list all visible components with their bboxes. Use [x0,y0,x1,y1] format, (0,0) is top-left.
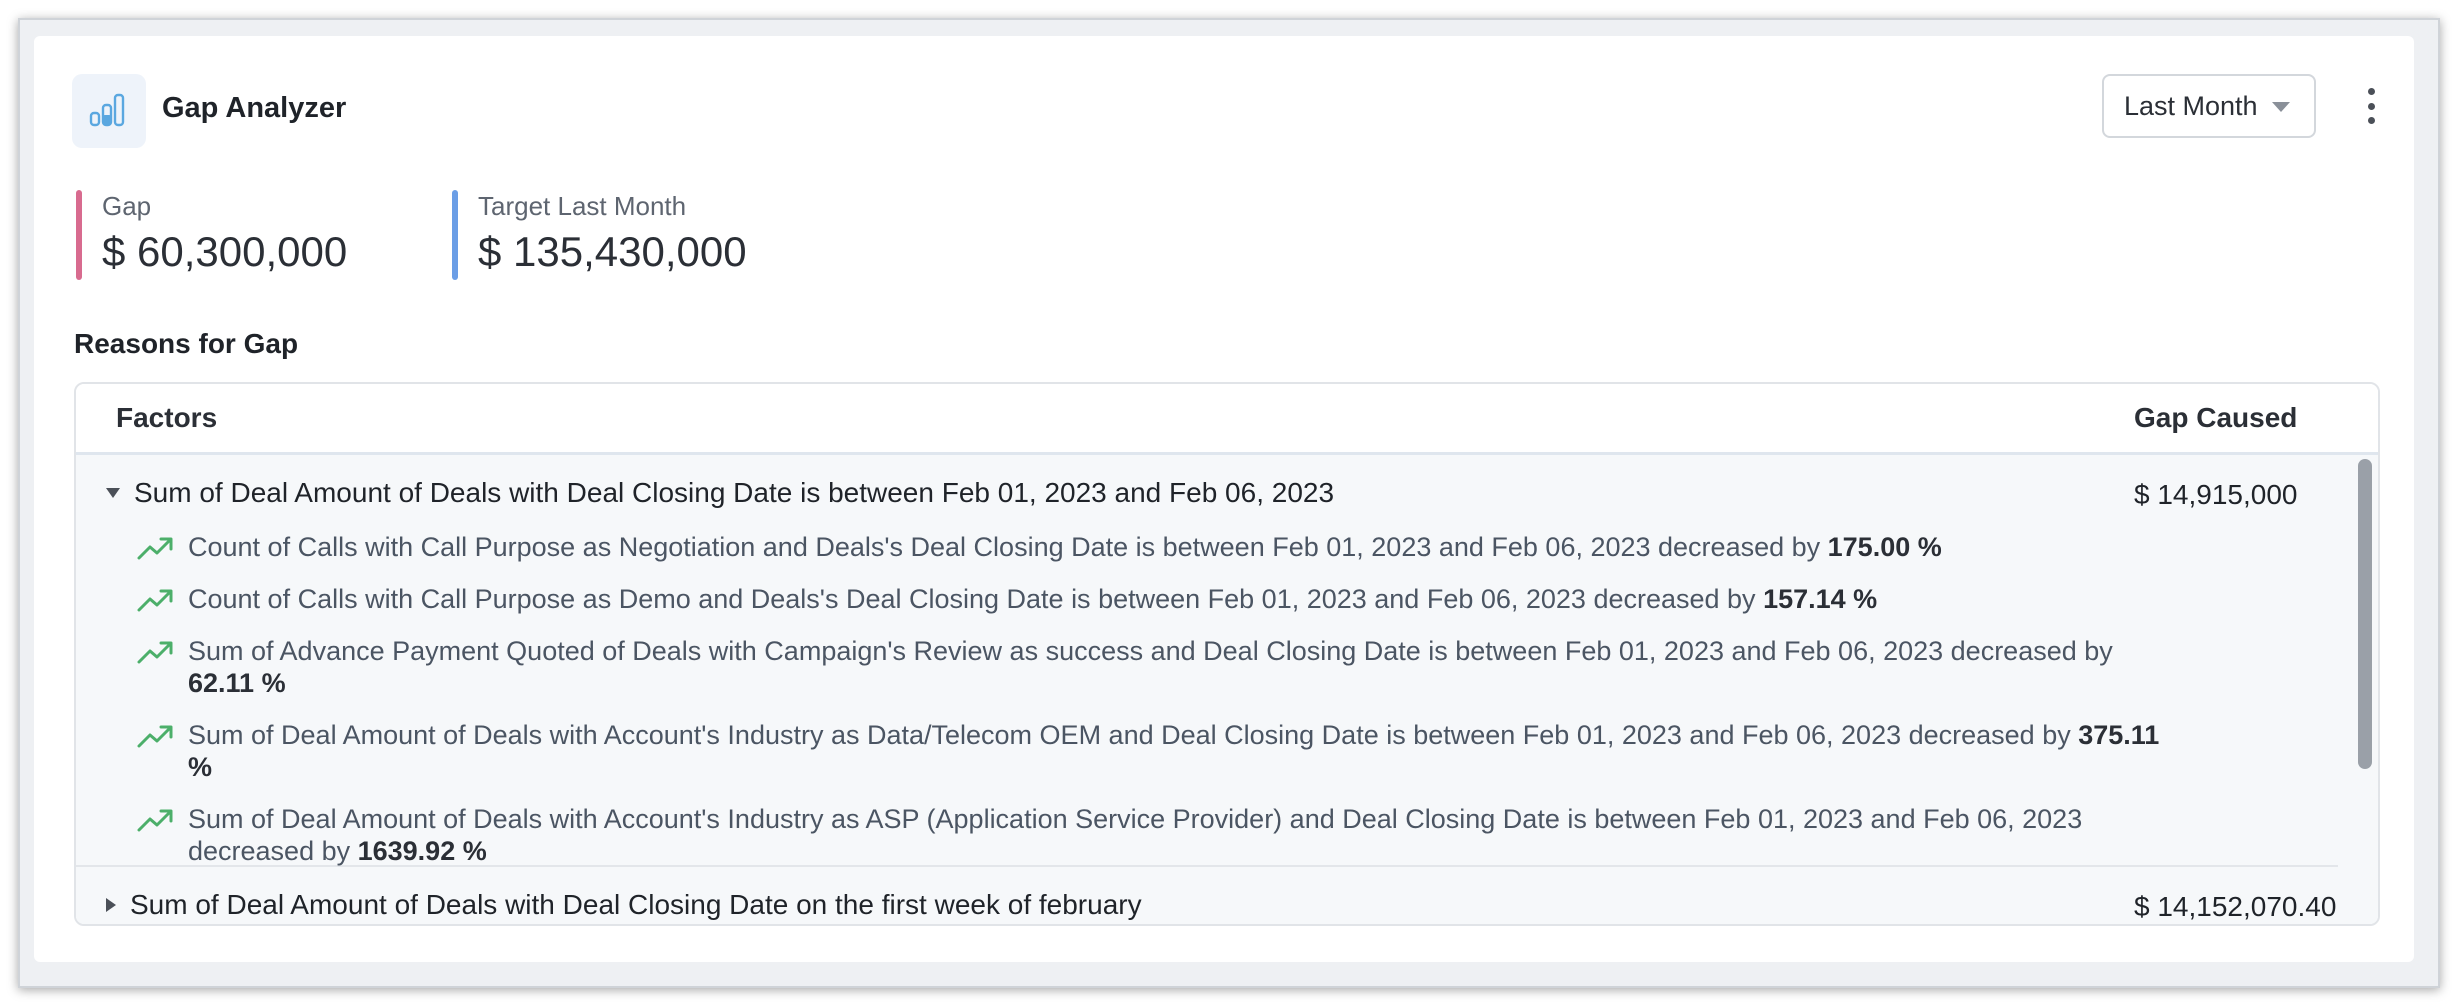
reason-text: Count of Calls with Call Purpose as Demo and Deals's Deal Closing Date is between Feb 01, 2023 and Feb 06, 2023 decreased by [188,584,1764,614]
gap-caused-value: $ 14,915,000 [2134,479,2298,510]
target-metric-accent-bar [452,190,458,280]
factor-row-toggle[interactable] [106,477,1334,509]
reason-text: Count of Calls with Call Purpose as Negotiation and Deals's Deal Closing Date is between Feb 01, 2023 and Feb 06, 2023 decreased by [188,532,1828,562]
trending-up-icon [136,637,176,667]
factor-row-toggle[interactable] [106,889,1142,921]
table-header [76,384,2378,455]
trending-up-icon [136,805,176,835]
reason-text: Sum of Deal Amount of Deals with Account's Industry as Data/Telecom OEM and Deal Closing Date is between Feb 01, 2023 and Feb 06, 2023 decreased by [188,720,2079,750]
list-item [136,803,2176,867]
list-item [136,719,2176,783]
reason-text: Sum of Advance Payment Quoted of Deals with Campaign's Review as success and Deal Closing Date is between Feb 01, 2023 and Feb 06, 2023 decreased by [188,636,2113,666]
list-item [136,531,2176,563]
target-metric-label: Target Last Month [478,191,687,221]
reasons-section-title: Reasons for Gap [74,328,299,359]
trending-up-icon [136,533,176,563]
vertical-scrollbar[interactable] [2358,459,2372,769]
gap-metric-accent-bar [76,190,82,280]
table-row [76,867,2338,926]
reason-percentage: 62.11 % [188,668,286,698]
reason-percentage: 157.14 % [1763,584,1878,614]
gap-metric-value: $ 60,300,000 [102,228,348,275]
reason-percentage: 1639.92 % [357,836,487,866]
gap-metric-label: Gap [102,191,152,221]
widget-title: Gap Analyzer [162,92,347,124]
trending-up-icon [136,721,176,751]
reason-text: Sum of Deal Amount of Deals with Account's Industry as ASP (Application Service Provider) and Deal Closing Date is between Feb 01, 2023 and Feb 06, 2023 decreased by [188,804,2083,866]
target-metric-value: $ 135,430,000 [478,228,747,275]
widget-icon-tile [72,74,146,148]
factors-column-header: Factors [116,402,218,433]
caret-down-icon [106,488,120,498]
caret-right-icon [106,898,116,912]
trending-up-icon [136,585,176,615]
period-dropdown[interactable] [2102,74,2316,138]
period-dropdown-value: Last Month [2124,90,2258,121]
chevron-down-icon [2272,102,2290,112]
reason-percentage: 175.00 % [1827,532,1942,562]
reasons-table [74,382,2380,926]
gap-metric [76,186,347,282]
reason-percentage: 375.11 % [188,720,2160,782]
gap-caused-column-header: Gap Caused [2134,402,2298,433]
target-metric [452,186,747,282]
bar-chart-icon [87,89,131,133]
table-body[interactable] [76,455,2378,926]
list-item [136,583,2176,615]
kebab-menu-icon[interactable] [2356,84,2386,128]
table-row [76,455,2338,867]
list-item [136,635,2176,699]
factor-label: Sum of Deal Amount of Deals with Deal Closing Date is between Feb 01, 2023 and Feb 06, 2023 [134,477,1335,508]
factor-label: Sum of Deal Amount of Deals with Deal Closing Date on the first week of february [130,889,1142,920]
gap-caused-value: $ 14,152,070.40 [2134,891,2337,922]
